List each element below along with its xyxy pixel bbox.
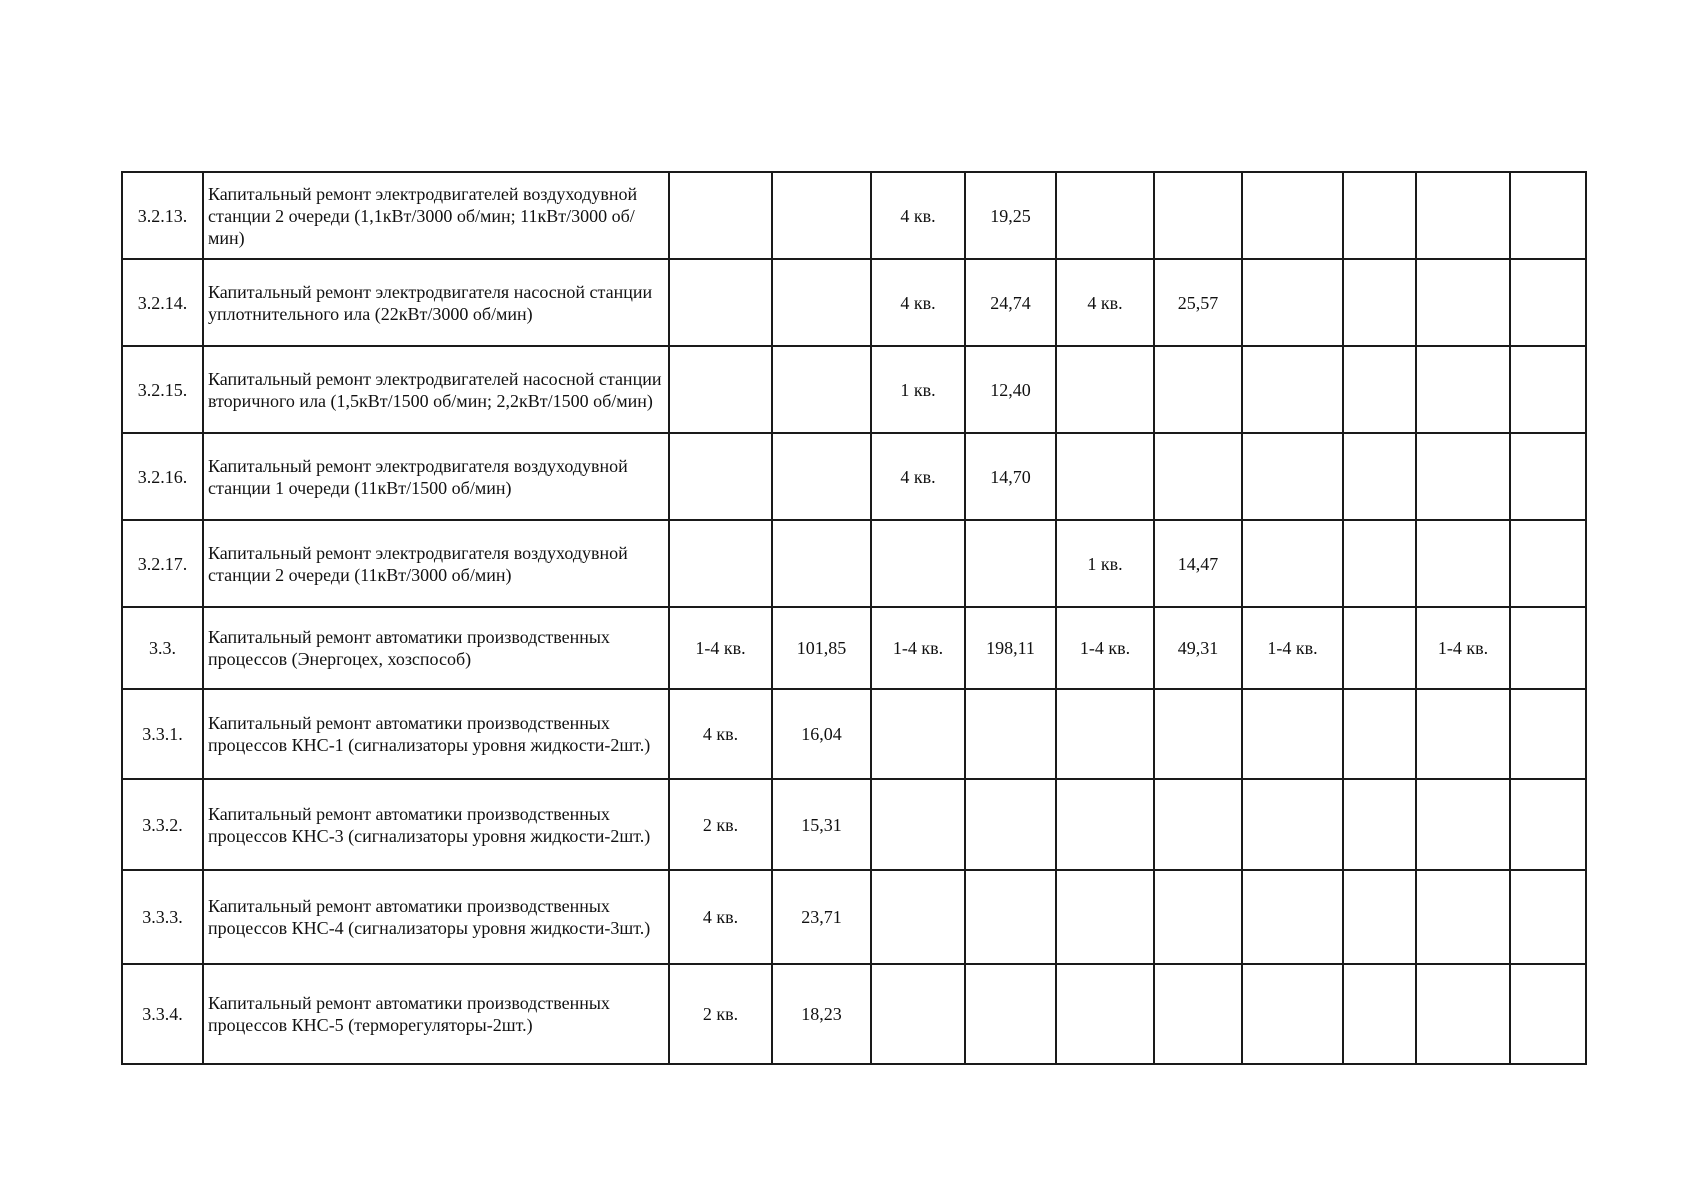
period-cell bbox=[1242, 520, 1343, 607]
table-row bbox=[122, 689, 1586, 779]
period-cell bbox=[669, 346, 772, 433]
period-cell: 1-4 кв. bbox=[1056, 607, 1154, 689]
amount-cell bbox=[1510, 172, 1586, 259]
amount-cell bbox=[1343, 964, 1416, 1064]
period-cell bbox=[871, 870, 965, 964]
table-row bbox=[122, 346, 1586, 433]
amount-cell bbox=[965, 520, 1056, 607]
period-cell bbox=[1242, 172, 1343, 259]
amount-cell bbox=[1510, 520, 1586, 607]
table-row bbox=[122, 779, 1586, 870]
row-number: 3.2.14. bbox=[122, 259, 203, 346]
period-cell bbox=[1242, 689, 1343, 779]
table-row bbox=[122, 259, 1586, 346]
period-cell bbox=[1416, 433, 1510, 520]
period-cell: 1-4 кв. bbox=[1242, 607, 1343, 689]
table-row bbox=[122, 964, 1586, 1064]
amount-cell bbox=[1343, 172, 1416, 259]
row-description: Капитальный ремонт автоматики производственных процессов КНС-4 (сигнализаторы уровня жидкости-3шт.) bbox=[203, 870, 669, 964]
row-description: Капитальный ремонт электродвигателей насосной станции вторичного ила (1,5кВт/1500 об/мин; 2,2кВт/1500 об/мин) bbox=[203, 346, 669, 433]
period-cell: 4 кв. bbox=[669, 689, 772, 779]
amount-cell bbox=[1510, 870, 1586, 964]
amount-cell bbox=[1343, 779, 1416, 870]
period-cell bbox=[1416, 870, 1510, 964]
amount-cell bbox=[1510, 259, 1586, 346]
period-cell bbox=[871, 779, 965, 870]
amount-cell bbox=[965, 779, 1056, 870]
period-cell bbox=[1416, 779, 1510, 870]
amount-cell bbox=[1510, 689, 1586, 779]
amount-cell: 24,74 bbox=[965, 259, 1056, 346]
period-cell bbox=[669, 433, 772, 520]
amount-cell: 14,70 bbox=[965, 433, 1056, 520]
row-number: 3.3.3. bbox=[122, 870, 203, 964]
amount-cell: 25,57 bbox=[1154, 259, 1242, 346]
period-cell bbox=[1416, 346, 1510, 433]
amount-cell: 49,31 bbox=[1154, 607, 1242, 689]
row-number: 3.2.15. bbox=[122, 346, 203, 433]
amount-cell: 19,25 bbox=[965, 172, 1056, 259]
period-cell bbox=[1416, 172, 1510, 259]
period-cell bbox=[669, 520, 772, 607]
amount-cell bbox=[1343, 607, 1416, 689]
row-description: Капитальный ремонт электродвигателя воздуходувной станции 1 очереди (11кВт/1500 об/мин) bbox=[203, 433, 669, 520]
amount-cell bbox=[1510, 346, 1586, 433]
amount-cell bbox=[772, 520, 871, 607]
period-cell: 4 кв. bbox=[669, 870, 772, 964]
row-number: 3.3.2. bbox=[122, 779, 203, 870]
period-cell: 4 кв. bbox=[1056, 259, 1154, 346]
amount-cell bbox=[1154, 870, 1242, 964]
table-body bbox=[122, 172, 1586, 1064]
table-row bbox=[122, 607, 1586, 689]
row-description: Капитальный ремонт автоматики производственных процессов КНС-1 (сигнализаторы уровня жидкости-2шт.) bbox=[203, 689, 669, 779]
row-number: 3.3.1. bbox=[122, 689, 203, 779]
row-number: 3.3.4. bbox=[122, 964, 203, 1064]
amount-cell: 23,71 bbox=[772, 870, 871, 964]
period-cell: 4 кв. bbox=[871, 433, 965, 520]
amount-cell: 14,47 bbox=[1154, 520, 1242, 607]
repair-schedule-table bbox=[121, 171, 1587, 1065]
period-cell bbox=[1416, 520, 1510, 607]
row-description: Капитальный ремонт автоматики производственных процессов КНС-3 (сигнализаторы уровня жидкости-2шт.) bbox=[203, 779, 669, 870]
amount-cell bbox=[1510, 433, 1586, 520]
period-cell: 4 кв. bbox=[871, 172, 965, 259]
row-number: 3.3. bbox=[122, 607, 203, 689]
amount-cell bbox=[965, 689, 1056, 779]
row-description: Капитальный ремонт электродвигателя насосной станции уплотнительного ила (22кВт/3000 об/мин) bbox=[203, 259, 669, 346]
table-row bbox=[122, 172, 1586, 259]
period-cell bbox=[1242, 779, 1343, 870]
row-number: 3.2.17. bbox=[122, 520, 203, 607]
amount-cell bbox=[1154, 346, 1242, 433]
amount-cell bbox=[1510, 607, 1586, 689]
period-cell bbox=[1056, 346, 1154, 433]
amount-cell bbox=[1154, 433, 1242, 520]
amount-cell bbox=[965, 964, 1056, 1064]
period-cell: 2 кв. bbox=[669, 779, 772, 870]
period-cell bbox=[1056, 870, 1154, 964]
period-cell bbox=[1242, 259, 1343, 346]
amount-cell: 12,40 bbox=[965, 346, 1056, 433]
period-cell: 4 кв. bbox=[871, 259, 965, 346]
amount-cell: 18,23 bbox=[772, 964, 871, 1064]
amount-cell bbox=[1343, 433, 1416, 520]
period-cell: 1-4 кв. bbox=[1416, 607, 1510, 689]
period-cell bbox=[1416, 964, 1510, 1064]
period-cell bbox=[1242, 346, 1343, 433]
period-cell: 1-4 кв. bbox=[871, 607, 965, 689]
amount-cell bbox=[772, 259, 871, 346]
amount-cell bbox=[1343, 689, 1416, 779]
amount-cell bbox=[1154, 172, 1242, 259]
row-description: Капитальный ремонт электродвигателей воздуходувной станции 2 очереди (1,1кВт/3000 об/мин; 11кВт/3000 об/мин) bbox=[203, 172, 669, 259]
amount-cell bbox=[1343, 259, 1416, 346]
table-row bbox=[122, 433, 1586, 520]
period-cell bbox=[1056, 172, 1154, 259]
period-cell: 2 кв. bbox=[669, 964, 772, 1064]
amount-cell bbox=[1343, 870, 1416, 964]
row-description: Капитальный ремонт автоматики производственных процессов КНС-5 (терморегуляторы-2шт.) bbox=[203, 964, 669, 1064]
amount-cell bbox=[772, 346, 871, 433]
amount-cell: 101,85 bbox=[772, 607, 871, 689]
row-number: 3.2.13. bbox=[122, 172, 203, 259]
amount-cell bbox=[1343, 520, 1416, 607]
period-cell bbox=[1416, 259, 1510, 346]
row-number: 3.2.16. bbox=[122, 433, 203, 520]
period-cell: 1-4 кв. bbox=[669, 607, 772, 689]
row-description: Капитальный ремонт электродвигателя воздуходувной станции 2 очереди (11кВт/3000 об/мин) bbox=[203, 520, 669, 607]
amount-cell bbox=[965, 870, 1056, 964]
period-cell bbox=[871, 689, 965, 779]
period-cell bbox=[871, 520, 965, 607]
amount-cell: 15,31 bbox=[772, 779, 871, 870]
amount-cell bbox=[1343, 346, 1416, 433]
period-cell bbox=[1242, 870, 1343, 964]
period-cell bbox=[1056, 964, 1154, 1064]
period-cell bbox=[871, 964, 965, 1064]
amount-cell bbox=[1154, 964, 1242, 1064]
amount-cell bbox=[1510, 964, 1586, 1064]
period-cell bbox=[1056, 433, 1154, 520]
amount-cell: 198,11 bbox=[965, 607, 1056, 689]
period-cell bbox=[1242, 433, 1343, 520]
period-cell: 1 кв. bbox=[871, 346, 965, 433]
period-cell: 1 кв. bbox=[1056, 520, 1154, 607]
period-cell bbox=[1056, 779, 1154, 870]
amount-cell bbox=[772, 172, 871, 259]
period-cell bbox=[1056, 689, 1154, 779]
period-cell bbox=[669, 172, 772, 259]
amount-cell: 16,04 bbox=[772, 689, 871, 779]
period-cell bbox=[1416, 689, 1510, 779]
row-description: Капитальный ремонт автоматики производственных процессов (Энергоцех, хозспособ) bbox=[203, 607, 669, 689]
table-row bbox=[122, 520, 1586, 607]
period-cell bbox=[1242, 964, 1343, 1064]
amount-cell bbox=[1510, 779, 1586, 870]
table-row bbox=[122, 870, 1586, 964]
amount-cell bbox=[1154, 779, 1242, 870]
amount-cell bbox=[772, 433, 871, 520]
period-cell bbox=[669, 259, 772, 346]
amount-cell bbox=[1154, 689, 1242, 779]
